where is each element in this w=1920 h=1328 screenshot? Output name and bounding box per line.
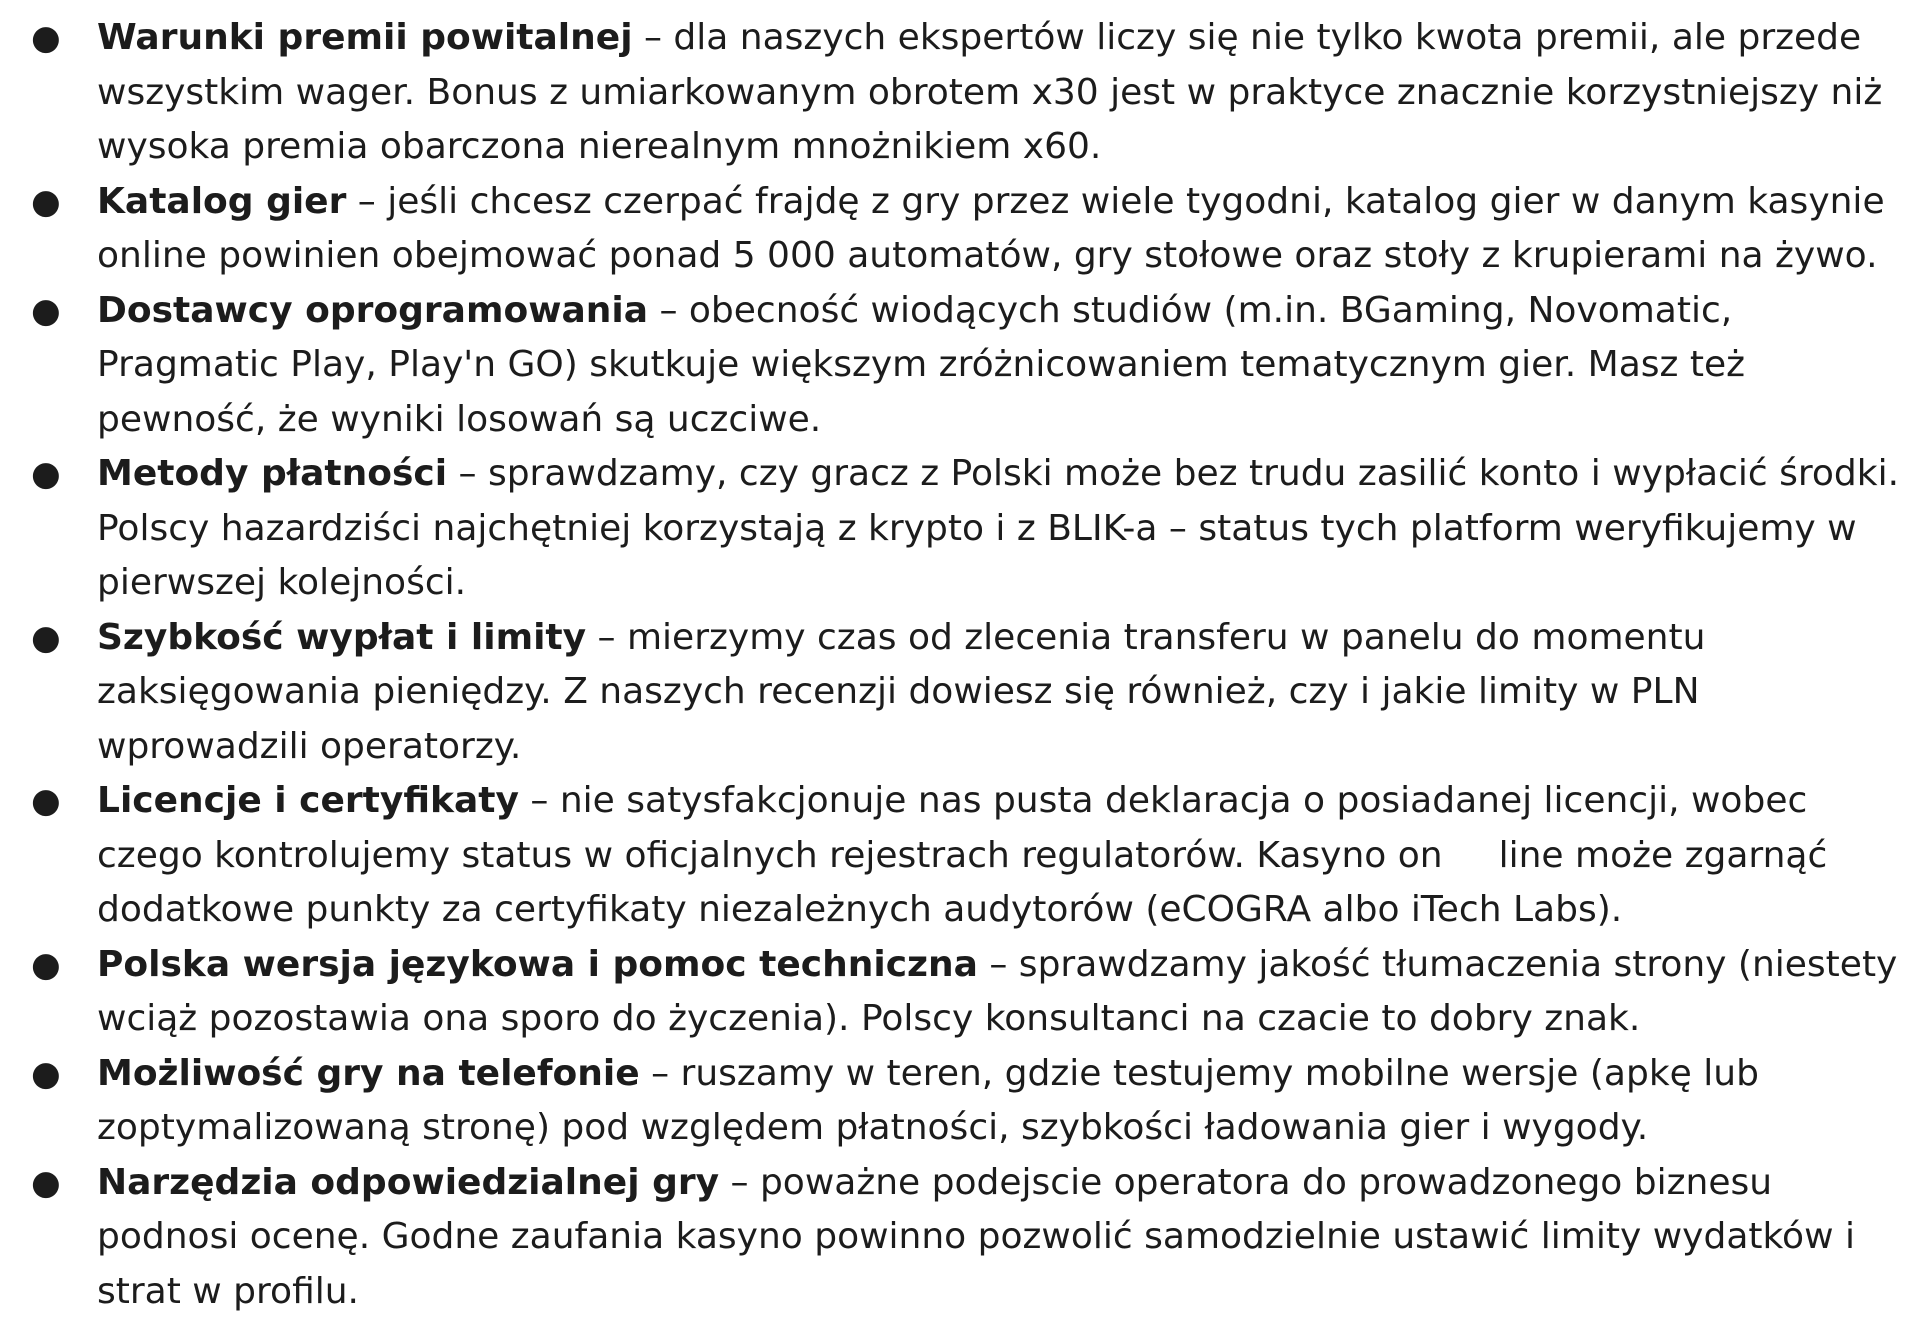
bullet-icon: ● <box>31 18 61 58</box>
bullet-icon: ● <box>31 290 61 331</box>
bullet-icon: ● <box>31 617 61 658</box>
item-text: – ruszamy w teren, gdzie testujemy mobilne wersje (apkę lub zoptymalizowaną stronę) pod względem płatności, szybkości ładowania gier i wygody. <box>97 1052 1759 1148</box>
item-text: – poważne podejscie operatora do prowadzonego biznesu podnosi ocenę. Godne zaufania kasyno powinno pozwolić samodzielnie ustawić limity wydatków i strat w profilu. <box>97 1161 1855 1312</box>
item-text: – obecność wiodących studiów (m.in. BGaming, Novomatic, Pragmatic Play, Play'n GO) skutkuje większym zróżnicowaniem tematycznym gier. Masz też pewność, że wyniki losowań są uczciwe. <box>97 289 1746 440</box>
item-text: – mierzymy czas od zlecenia transferu w panelu do momentu zaksięgowania pieniędzy. Z naszych recenzji dowiesz się również, czy i jakie limity w PLN wprowadzili operatorzy. <box>97 616 1706 767</box>
list-item-responsible-gaming <box>0 1156 1920 1320</box>
item-text: – dla naszych ekspertów liczy się nie tylko kwota premii, ale przede wszystkim wager. Bonus z umiarkowanym obrotem x30 jest w praktyce znacznie korzystniejszy niż wysoka premia obarczona nierealnym mnożnikiem x60. <box>97 17 1883 167</box>
item-title: Dostawcy oprogramowania <box>97 289 649 331</box>
item-text: – nie satysfakcjonuje nas pusta deklaracja o posiadanej licencji, wobec czego kontrolujemy status w oficjalnych rejestrach regulatorów. Kasyno on <box>97 780 1808 876</box>
list-item-mobile-play <box>0 1047 1920 1156</box>
item-text: – sprawdzamy jakość tłumaczenia strony (niestety wciąż pozostawia ona sporo do życzenia). Polscy konsultanci na czacie to dobry znak. <box>97 943 1898 1039</box>
list-item-polish-version <box>0 938 1920 1047</box>
criteria-list <box>0 11 1920 1319</box>
bullet-icon: ● <box>31 454 61 494</box>
document <box>0 11 1920 1319</box>
list-item-software-providers <box>0 284 1920 448</box>
bullet-icon: ● <box>31 181 61 222</box>
bullet-icon: ● <box>31 781 61 821</box>
list-item-withdrawal-speed <box>0 611 1920 775</box>
list-item-welcome-bonus <box>0 11 1920 175</box>
item-title: Możliwość gry na telefonie <box>97 1052 640 1094</box>
item-text: – jeśli chcesz czerpać frajdę z gry przez wiele tygodni, katalog gier w danym kasynie online powinien obejmować ponad 5 000 automatów, gry stołowe oraz stoły z krupierami na żywo. <box>97 180 1885 276</box>
item-title: Katalog gier <box>97 180 347 222</box>
bullet-icon: ● <box>31 944 61 985</box>
item-text-continued: line może zgarnąć dodatkowe punkty za certyfikaty niezależnych audytorów (eCOGRA albo iTech Labs). <box>97 834 1828 930</box>
item-title: Warunki premii powitalnej <box>97 17 633 58</box>
item-title: Licencje i certyfikaty <box>97 780 519 821</box>
list-item-game-catalog <box>0 175 1920 284</box>
item-title: Narzędzia odpowiedzialnej gry <box>97 1161 720 1203</box>
bullet-icon: ● <box>31 1053 61 1094</box>
list-item-payment-methods <box>0 447 1920 611</box>
item-title: Metody płatności <box>97 453 448 494</box>
item-title: Szybkość wypłat i limity <box>97 616 587 658</box>
bullet-icon: ● <box>31 1162 61 1203</box>
item-title: Polska wersja językowa i pomoc techniczna <box>97 943 978 985</box>
list-item-licenses <box>0 774 1920 938</box>
item-text: – sprawdzamy, czy gracz z Polski może bez trudu zasilić konto i wypłacić środki. Polscy hazardziści najchętniej korzystają z krypto i z BLIK-a – status tych platform weryfikujemy w pierwszej kolejności. <box>97 453 1900 603</box>
